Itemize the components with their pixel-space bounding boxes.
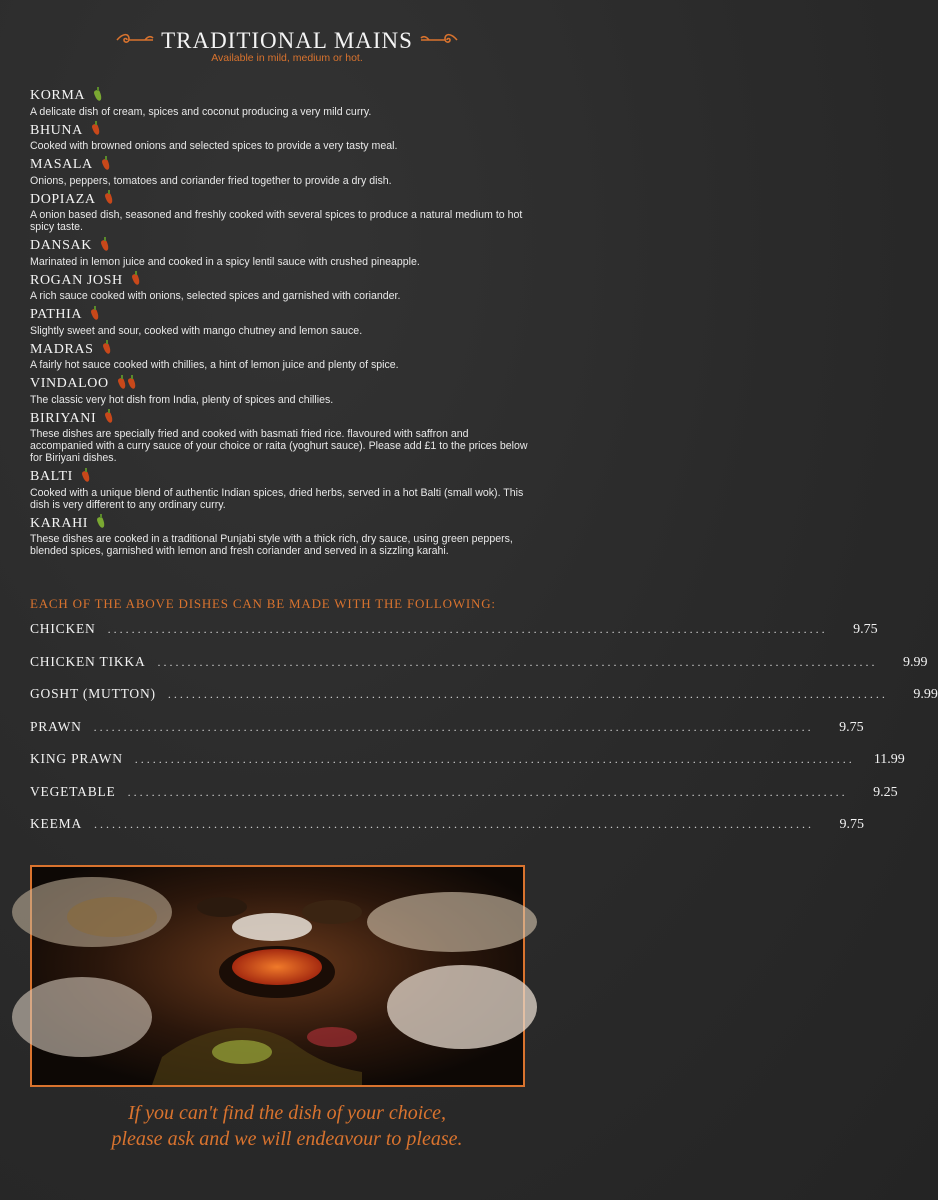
dish-name-label: KORMA — [30, 88, 86, 103]
red-chili-icon — [90, 306, 100, 320]
red-chili-icon — [104, 409, 114, 423]
left-flourish-icon — [115, 31, 155, 51]
dish-item — [30, 86, 530, 118]
price-value: 9.25 — [873, 784, 898, 800]
spice-level — [81, 468, 91, 487]
price-value: 9.75 — [839, 817, 864, 832]
dish-description: Onions, peppers, tomatoes and coriander fried together to provide a dry dish. — [30, 174, 392, 187]
protein-name: GOSHT (MUTTON) — [30, 686, 156, 701]
dish-description: Slightly sweet and sour, cooked with mango chutney and lemon sauce. — [30, 324, 363, 337]
dish-item — [30, 467, 530, 511]
dish-description: A onion based dish, seasoned and freshly cooked with several spices to produce a natural medium to hot spicy taste. — [30, 209, 523, 233]
red-chili-icon — [102, 340, 112, 354]
dish-name-label: VINDALOO — [30, 376, 109, 391]
spice-level — [100, 237, 110, 256]
spice-level — [90, 306, 100, 325]
price-value: 9.75 — [853, 622, 878, 637]
price-row — [30, 816, 864, 849]
dish-item — [30, 271, 530, 303]
spice-level — [102, 340, 112, 359]
dish-item — [30, 190, 530, 234]
protein-price-list — [30, 621, 938, 849]
dish-description: Cooked with a unique blend of authentic Indian spices, dried herbs, served in a hot Balti (small wok). This dish is very different to any ordinary curry. — [30, 486, 524, 511]
dish-name-label: ROGAN JOSH — [30, 272, 123, 288]
protein-name: KING PRAWN — [30, 751, 123, 766]
dish-item — [30, 374, 530, 406]
dish-name — [30, 271, 141, 290]
dish-name-label: MASALA — [30, 157, 93, 172]
dish-description: A delicate dish of cream, spices and coconut producing a very mild curry. — [30, 105, 372, 118]
dish-item — [30, 514, 530, 558]
price-row — [30, 751, 905, 784]
protein-name: KEEMA — [30, 816, 82, 831]
red-chili-icon — [91, 121, 101, 135]
dish-item — [30, 236, 530, 268]
price-row — [30, 686, 938, 719]
section-subtitle: Available in mild, medium or hot. — [211, 52, 363, 64]
dish-description: A fairly hot sauce cooked with chillies, a hint of lemon juice and plenty of spice. — [30, 359, 399, 371]
dish-description: The classic very hot dish from India, plenty of spices and chillies. — [30, 393, 334, 406]
footer-line-1: If you can't find the dish of your choice, — [127, 1102, 447, 1124]
spice-level — [91, 121, 101, 140]
dot-leader: ........................................................................................................................ — [93, 719, 814, 734]
dish-name-label: BALTI — [30, 469, 73, 484]
dish-item — [30, 121, 530, 153]
dish-name-label: KARAHI — [30, 515, 89, 531]
protein-name: VEGETABLE — [30, 783, 116, 799]
dish-name — [30, 340, 112, 359]
options-heading: EACH OF THE ABOVE DISHES CAN BE MADE WITH THE FOLLOWING: — [30, 596, 496, 611]
dish-name — [30, 468, 91, 487]
title-row — [0, 28, 574, 54]
dot-leader: ........................................................................................................................ — [107, 622, 828, 636]
dish-list — [30, 86, 530, 560]
price-row — [30, 621, 878, 654]
dish-description: Marinated in lemon juice and cooked in a spicy lentil sauce with crushed pineapple. — [30, 255, 420, 268]
red-chili-icon — [104, 190, 114, 204]
dish-name-label: DANSAK — [30, 238, 92, 253]
footer-line-2: please ask and we will endeavour to please. — [111, 1128, 463, 1150]
dish-name-label: PATHIA — [30, 307, 83, 322]
dish-description: Cooked with browned onions and selected spices to provide a very tasty meal. — [30, 140, 398, 152]
dish-name — [30, 514, 106, 533]
price-row — [30, 718, 864, 752]
protein-name: PRAWN — [30, 718, 82, 734]
spice-level — [93, 87, 103, 106]
dot-leader: ........................................................................................................................ — [127, 784, 848, 799]
dish-name — [30, 375, 137, 394]
dish-description: A rich sauce cooked with onions, selected spices and garnished with coriander. — [30, 290, 401, 302]
dish-item — [30, 409, 530, 465]
dish-description: These dishes are specially fried and cooked with basmati fried rice. flavoured with saffron and accompanied with a curry sauce of your choice or raita (yoghurt sauce). Please add £1 to the prices below for Biriyani dishes. — [30, 428, 528, 464]
right-flourish-icon — [419, 31, 459, 51]
dish-name — [30, 87, 103, 106]
dish-name — [30, 306, 100, 325]
spice-level — [117, 375, 137, 394]
spice-level — [104, 190, 114, 209]
dish-name — [30, 237, 110, 256]
protein-name: CHICKEN TIKKA — [30, 653, 146, 669]
dish-name — [30, 190, 114, 209]
spice-level — [131, 271, 141, 290]
dish-name-label: BIRIYANI — [30, 410, 97, 426]
price-value: 9.99 — [913, 687, 938, 702]
dot-leader: ........................................................................................................................ — [94, 817, 814, 831]
dot-leader: ........................................................................................................................ — [157, 654, 878, 669]
price-row — [30, 783, 898, 817]
price-value: 9.75 — [839, 719, 864, 735]
green-chili-icon — [93, 87, 103, 101]
price-value: 11.99 — [873, 752, 905, 767]
dish-name-label: DOPIAZA — [30, 191, 96, 207]
dish-name — [30, 121, 101, 140]
menu-header — [0, 28, 574, 64]
spice-level — [96, 514, 106, 533]
dish-item — [30, 305, 530, 337]
red-chili-icon — [127, 375, 137, 389]
red-chili-icon — [131, 271, 141, 285]
dish-name-label: MADRAS — [30, 341, 94, 357]
dish-item — [30, 340, 530, 372]
red-chili-icon — [81, 468, 91, 482]
footer-message — [0, 1100, 574, 1152]
red-chili-icon — [117, 375, 127, 389]
price-row — [30, 653, 928, 687]
dot-leader: ........................................................................................................................ — [134, 752, 855, 766]
protein-name: CHICKEN — [30, 621, 96, 636]
dish-item — [30, 155, 530, 187]
dish-description: These dishes are cooked in a traditional Punjabi style with a thick rich, dry sauce, using green peppers, blended spices, garnished with lemon and fresh coriander and served in a sizzling karahi. — [30, 533, 513, 557]
spice-level — [104, 409, 114, 428]
dot-leader: ........................................................................................................................ — [167, 687, 888, 701]
red-chili-icon — [100, 237, 110, 251]
food-photo — [30, 865, 525, 1087]
section-title: TRADITIONAL MAINS — [161, 28, 413, 53]
dish-name — [30, 156, 111, 175]
spice-level — [101, 156, 111, 175]
dish-name — [30, 409, 114, 428]
green-chili-icon — [96, 514, 106, 528]
price-value: 9.99 — [903, 654, 928, 670]
red-chili-icon — [101, 156, 111, 170]
dish-name-label: BHUNA — [30, 122, 83, 138]
